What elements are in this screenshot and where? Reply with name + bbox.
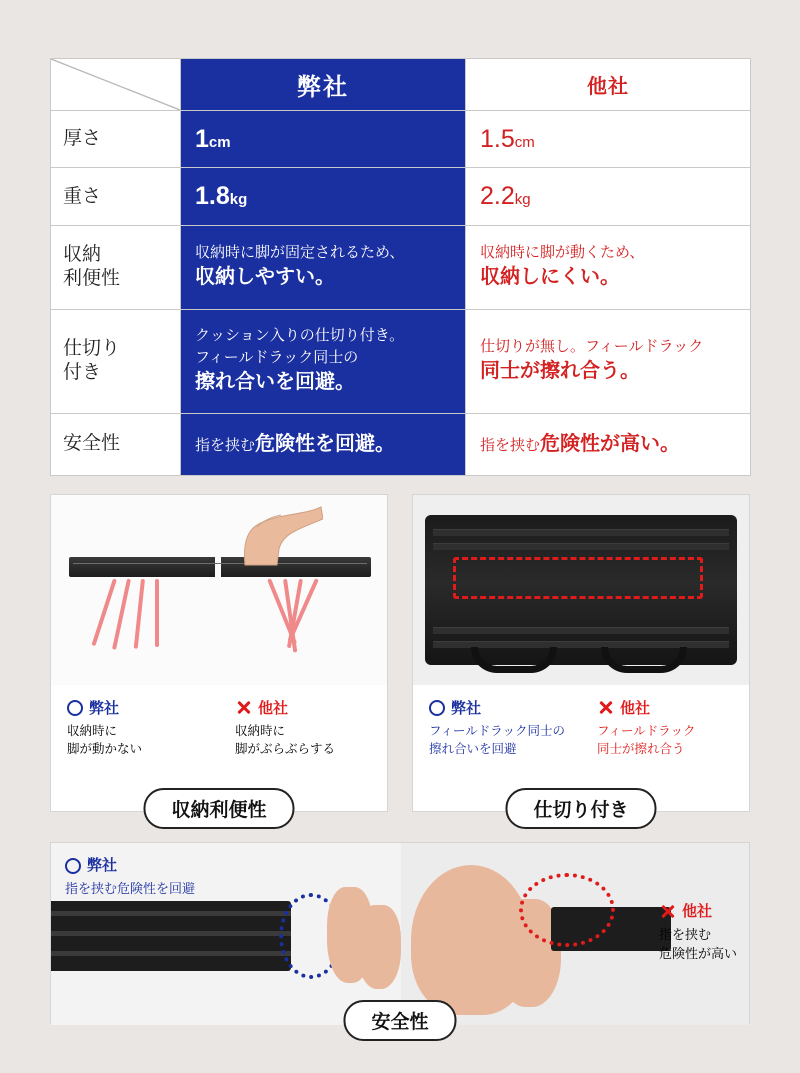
pinch-hazard-highlight-icon xyxy=(519,873,615,947)
ours-weight-unit: kg xyxy=(229,191,248,209)
other-weight-unit: kg xyxy=(514,191,531,209)
bag-handle-left xyxy=(471,647,557,673)
rack-graphic xyxy=(51,901,291,971)
legend-ours xyxy=(51,685,219,763)
other-storage-line1: 収納時に脚が動くため、 xyxy=(480,243,645,261)
row-other-value xyxy=(466,309,751,413)
bag-handle-right xyxy=(601,647,687,673)
other-safety-lead: 指を挟む xyxy=(480,436,541,454)
table-row xyxy=(51,168,751,225)
cross-mark-icon xyxy=(235,699,252,716)
ours-storage-line2: 収納しやすい。 xyxy=(195,266,335,289)
highlight-rect-icon xyxy=(453,557,703,599)
header-blank-cell xyxy=(51,59,181,111)
row-label: 安全性 xyxy=(51,413,181,475)
row-ours-value xyxy=(181,111,466,168)
leg-graphic xyxy=(134,579,145,649)
legend-other-head xyxy=(597,697,743,718)
panel-storage-convenience xyxy=(50,494,388,821)
row-label-line1: 収納 xyxy=(63,244,102,266)
other-divider-line2: 同士が擦れ合う。 xyxy=(480,360,640,383)
row-ours-value xyxy=(181,168,466,225)
ours-safety-emph: 危険性を回避。 xyxy=(255,432,396,455)
other-thickness-value: 1.5 xyxy=(480,125,515,153)
legend-ours-head xyxy=(67,697,213,718)
panel1-legend xyxy=(51,685,387,763)
panel2-caption: 仕切り付き xyxy=(505,788,656,829)
circle-mark-icon xyxy=(67,700,83,716)
row-ours-value xyxy=(181,225,466,309)
row-label-line2: 付き xyxy=(63,362,102,383)
legend-other-line1: 指を挟む xyxy=(659,926,712,942)
photo-safety xyxy=(51,843,749,1025)
finger-graphic xyxy=(357,905,401,989)
photo-folded-legs xyxy=(51,495,387,685)
leg-graphic xyxy=(155,579,159,647)
row-label: 厚さ xyxy=(51,111,181,168)
row-label: 重さ xyxy=(51,168,181,225)
row-label-line2: 利便性 xyxy=(63,268,121,289)
comparison-table xyxy=(50,58,751,476)
legend-ours-line2: 擦れ合いを回避 xyxy=(429,742,517,757)
legend-ours-title: 弊社 xyxy=(89,700,120,717)
leg-graphic xyxy=(112,579,131,650)
legend-other-line2: 同士が擦れ合う xyxy=(597,742,685,757)
legend-ours-head xyxy=(429,697,575,718)
table-row xyxy=(51,309,751,413)
legend-other-line2: 危険性が高い xyxy=(659,945,738,961)
ours-weight-value: 1.8 xyxy=(195,182,230,211)
table-row xyxy=(51,413,751,475)
panel2-legend xyxy=(413,685,749,763)
panel3-legend-ours xyxy=(65,855,195,899)
header-other: 他社 xyxy=(466,59,751,111)
ours-divider-line1: クッション入りの仕切り付き。 xyxy=(195,326,405,344)
ours-divider-line3: 擦れ合いを回避。 xyxy=(195,371,355,394)
row-other-value xyxy=(466,168,751,225)
cross-mark-icon xyxy=(597,699,614,716)
legend-other-line1: 収納時に xyxy=(235,724,286,738)
row-ours-value xyxy=(181,413,466,475)
comparison-table-wrapper xyxy=(50,58,750,476)
row-other-value xyxy=(466,225,751,309)
row-label xyxy=(51,225,181,309)
legend-other-line2: 脚がぶらぶらする xyxy=(235,742,336,757)
other-weight-value: 2.2 xyxy=(480,182,515,211)
table-row xyxy=(51,111,751,168)
ours-storage-line1: 収納時に脚が固定されるため、 xyxy=(195,243,405,261)
ours-divider-line2: フィールドラック同士の xyxy=(195,348,359,366)
legend-ours-title: 弊社 xyxy=(451,700,482,717)
header-ours: 弊社 xyxy=(181,59,466,111)
legend-other xyxy=(581,685,749,763)
other-safety-emph: 危険性が高い。 xyxy=(540,432,681,455)
row-ours-value xyxy=(181,309,466,413)
panel-safety xyxy=(50,842,750,1033)
row-other-value xyxy=(466,413,751,475)
table-header-row xyxy=(51,59,751,111)
ours-safety-lead: 指を挟む xyxy=(195,436,256,454)
hand-icon xyxy=(237,505,323,567)
panel3-legend-other xyxy=(659,901,737,963)
table-top-graphic xyxy=(69,557,371,577)
legend-other-title: 他社 xyxy=(620,700,651,717)
legend-ours-line2: 脚が動かない xyxy=(67,742,143,757)
legend-ours-head xyxy=(65,855,195,877)
row-label xyxy=(51,309,181,413)
cross-mark-icon xyxy=(659,903,676,920)
legend-ours xyxy=(413,685,581,763)
legend-other-head xyxy=(659,901,737,923)
diagonal-line-icon xyxy=(51,59,180,110)
other-thickness-unit: cm xyxy=(514,134,535,151)
other-divider-line1: 仕切りが無し。フィールドラック xyxy=(480,337,704,355)
legend-ours-title: 弊社 xyxy=(87,857,118,874)
legend-other-title: 他社 xyxy=(258,700,289,717)
panel3-caption: 安全性 xyxy=(343,1000,456,1041)
legend-other-line1: フィールドラック xyxy=(597,724,696,738)
photo-carry-bag xyxy=(413,495,749,685)
ours-thickness-unit: cm xyxy=(208,134,231,151)
legend-other-title: 他社 xyxy=(682,903,713,920)
row-label-line1: 仕切り xyxy=(63,338,121,360)
ours-thickness-value: 1 xyxy=(195,125,209,153)
panel-divider xyxy=(412,494,750,821)
row-other-value xyxy=(466,111,751,168)
panel1-caption: 収納利便性 xyxy=(143,788,294,829)
table-row xyxy=(51,225,751,309)
legend-ours-line1: 指を挟む危険性を回避 xyxy=(65,880,196,896)
legend-other xyxy=(219,685,387,763)
leg-graphic xyxy=(91,578,116,646)
circle-mark-icon xyxy=(429,700,445,716)
legend-other-head xyxy=(235,697,381,718)
legend-ours-line1: 収納時に xyxy=(67,724,118,738)
circle-mark-icon xyxy=(65,858,81,874)
legend-ours-line1: フィールドラック同士の xyxy=(429,724,566,738)
other-storage-line2: 収納しにくい。 xyxy=(480,266,620,289)
leg-graphic xyxy=(288,578,319,642)
